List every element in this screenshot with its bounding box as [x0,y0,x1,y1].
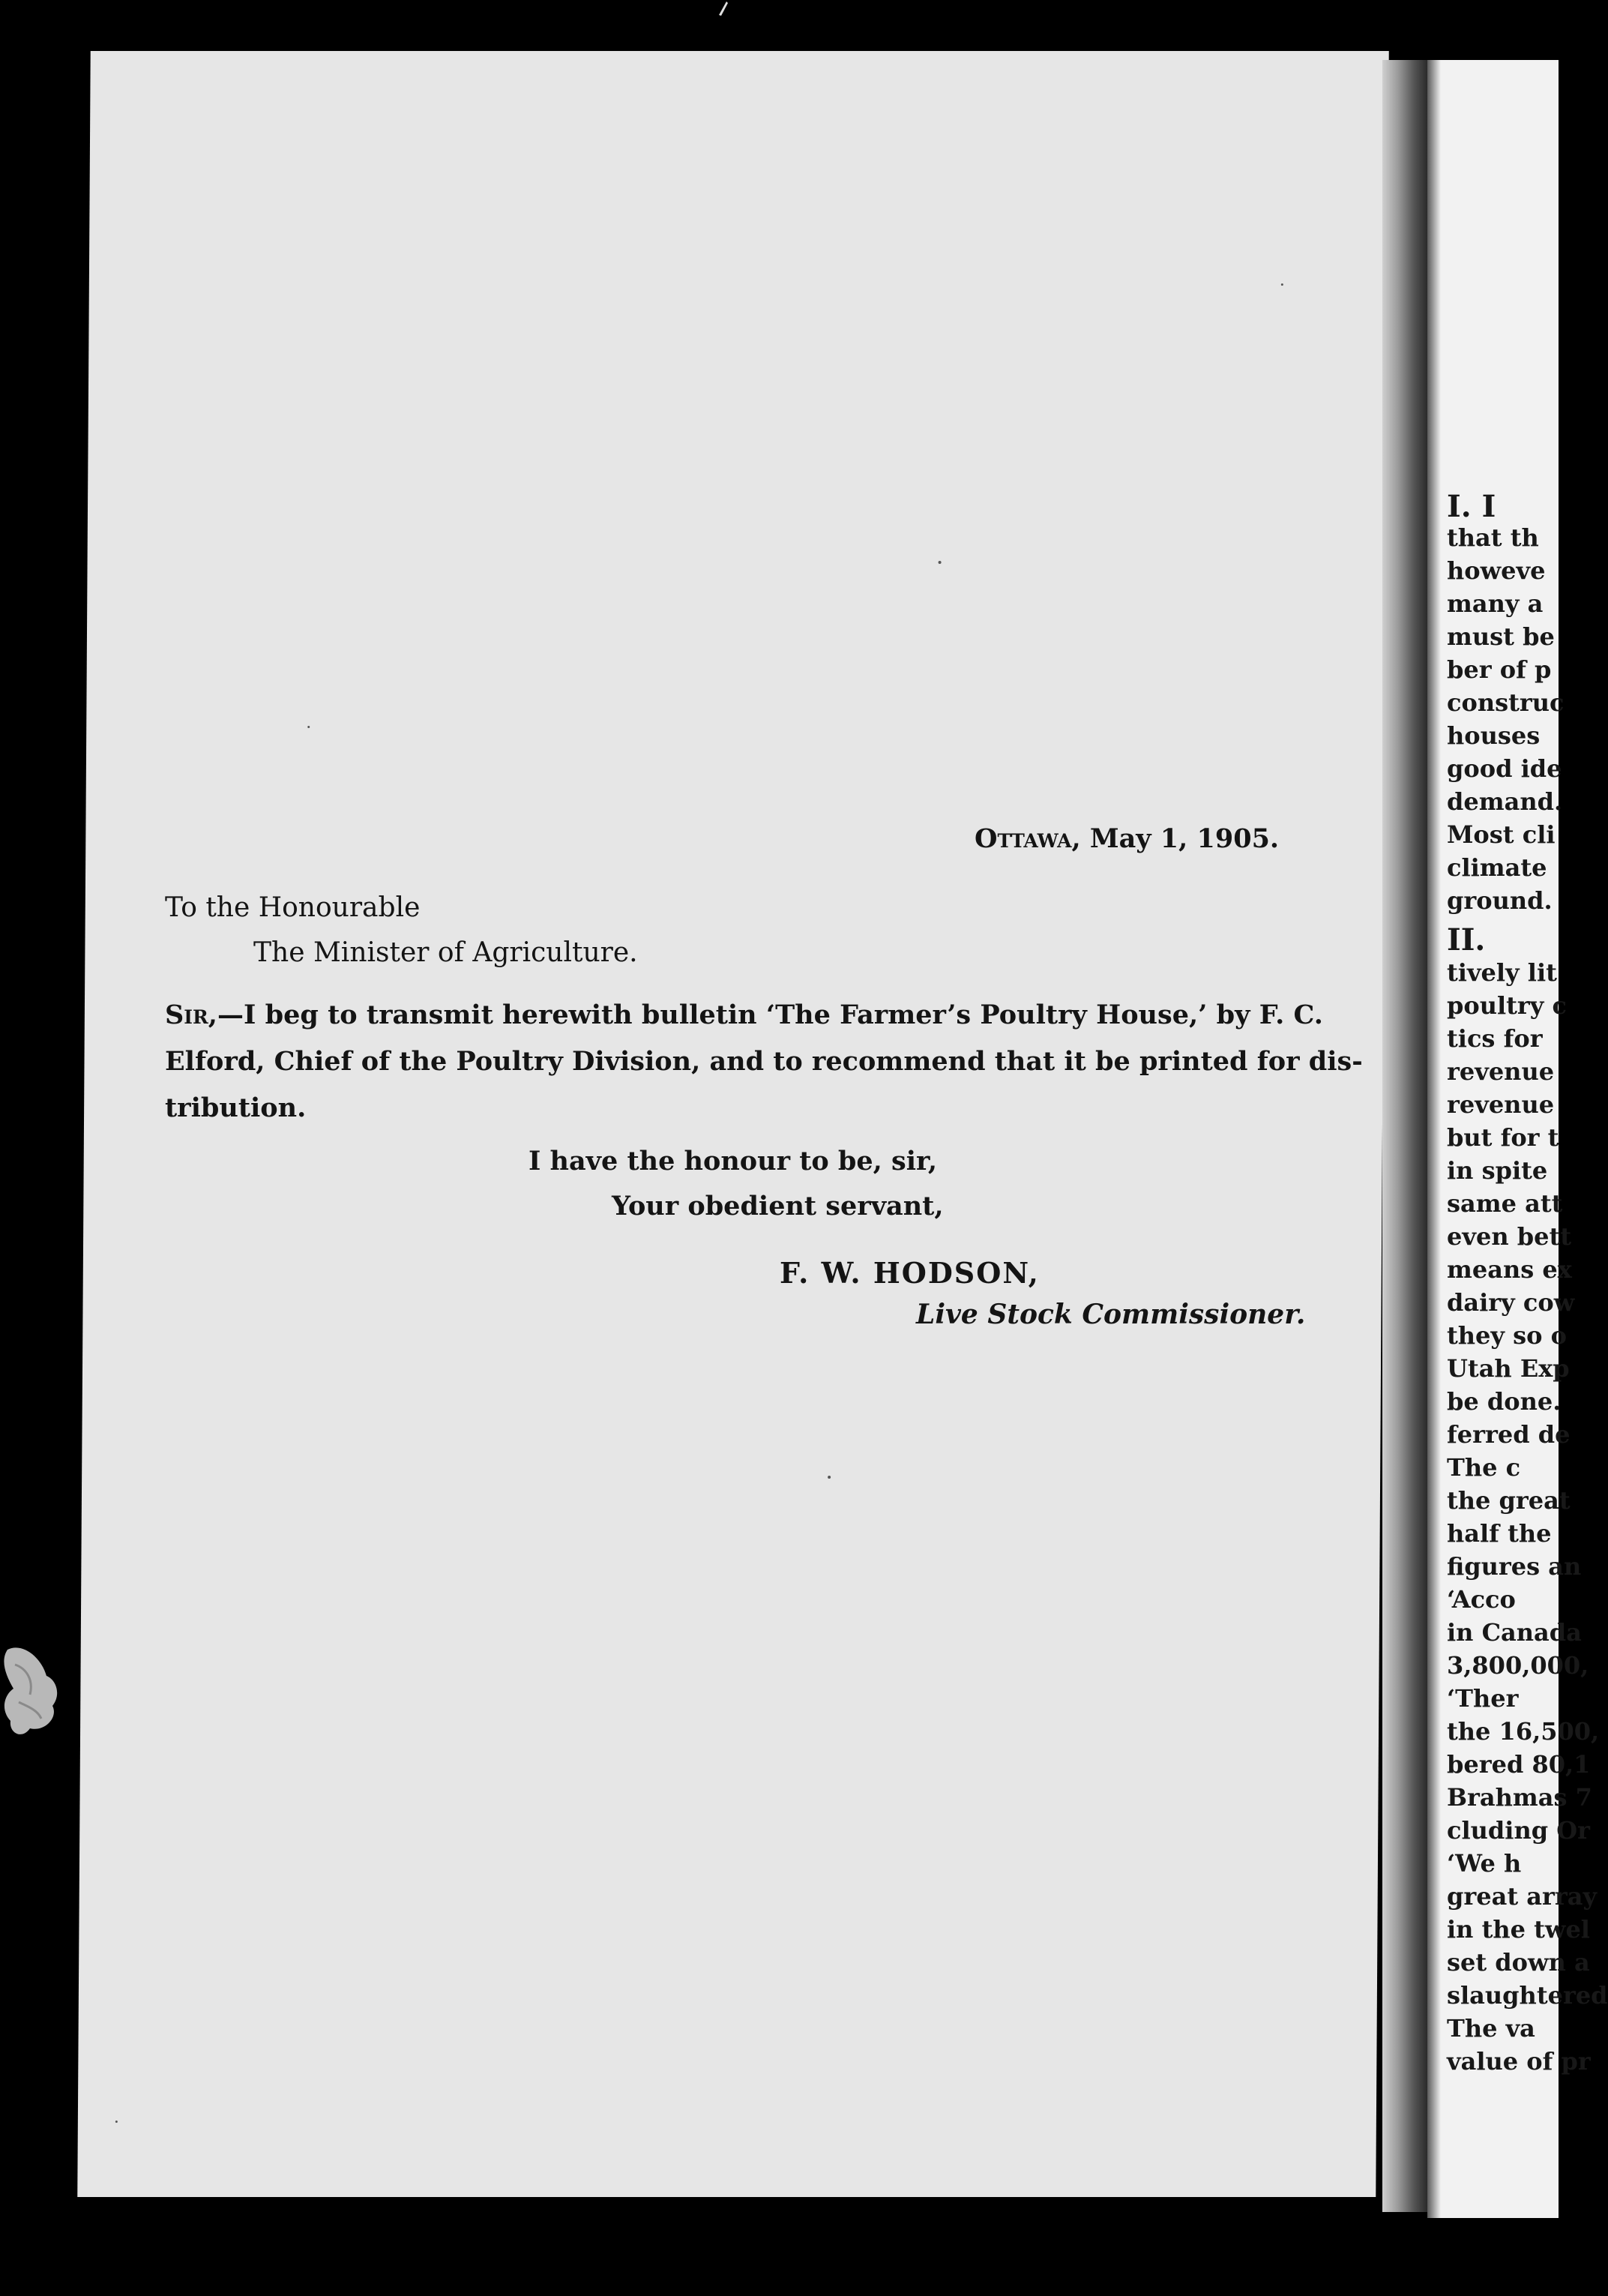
facing-line: ferred de [1447,1420,1571,1449]
signature-name: F. W. HODSON, [780,1256,1040,1290]
signer-title: Live Stock Commissioner. [916,1299,1306,1330]
facing-line: the great [1447,1486,1571,1515]
facing-line: ber of p [1447,655,1552,684]
closing-line-2: Your obedient servant, [612,1191,944,1221]
facing-line: be done. [1447,1387,1562,1416]
facing-line: figures an [1447,1552,1582,1581]
facing-line: tics for [1447,1024,1543,1053]
facing-line: good ide [1447,754,1562,783]
facing-line: many a [1447,589,1544,618]
facing-line: construc [1447,688,1565,717]
body-line-2: Elford, Chief of the Poultry Division, and to recommend that it be printed for dis- [165,1046,1363,1077]
scan-artifact [0,1635,67,1747]
body-text-1: —I beg to transmit herewith bulletin ‘The Farmer’s Poultry House,’ by F. C. [217,1000,1323,1030]
facing-line: revenue [1447,1090,1555,1119]
salutation: Sir, [165,1000,217,1030]
facing-line: set down a [1447,1948,1590,1977]
facing-line: great array [1447,1882,1598,1911]
facing-line: in spite [1447,1156,1548,1185]
facing-line: the 16,500, [1447,1717,1600,1746]
ink-fleck [716,0,729,16]
facing-line: value of pr [1447,2047,1591,2076]
facing-line: The c [1447,1453,1521,1482]
right-page [1427,60,1608,2218]
facing-line: climate [1447,853,1547,882]
body-line-1 [165,992,1323,1039]
facing-line: demand. [1447,787,1563,816]
facing-line: revenue [1447,1057,1555,1086]
facing-line: poultry c [1447,991,1567,1020]
facing-line: Most cli [1447,820,1556,849]
speck [115,2121,118,2123]
facing-line: must be [1447,622,1555,651]
addressee-line-1: To the Honourable [165,892,421,923]
facing-line: ‘Ther [1447,1684,1519,1713]
letter-date [975,823,1279,854]
facing-line: bered 80,1 [1447,1750,1591,1779]
date-value: May 1, 1905. [1089,823,1280,854]
body-line-3: tribution. [165,1093,307,1123]
facing-line: ‘Acco [1447,1585,1516,1614]
facing-line: tively lit [1447,958,1557,987]
facing-line: half the [1447,1519,1552,1548]
speck [1281,283,1283,286]
facing-line: howeve [1447,556,1546,585]
facing-line: that th [1447,523,1539,552]
facing-line: same att [1447,1189,1563,1218]
facing-line: but for t [1447,1123,1559,1152]
facing-line: I. I [1447,489,1496,524]
facing-line: in the twel [1447,1915,1590,1944]
speck [307,726,310,728]
facing-line: in Canada [1447,1618,1582,1647]
facing-line: even bett [1447,1222,1572,1251]
book-gutter [1382,60,1427,2212]
date-place: Ottawa, [975,823,1081,854]
letter-body [165,992,1363,1132]
addressee-line-2: The Minister of Agriculture. [253,937,638,968]
facing-line: 3,800,000, [1447,1651,1589,1680]
facing-line: they so o [1447,1321,1567,1350]
speck [939,561,942,564]
facing-line: cluding Or [1447,1816,1590,1845]
facing-line: slaughtered [1447,1981,1608,2010]
facing-line: ground. [1447,886,1553,915]
binding-shadow [1427,60,1441,2218]
facing-line: dairy cow [1447,1288,1575,1317]
speck [828,1476,831,1479]
facing-line: Brahmas 7 [1447,1783,1592,1812]
facing-line: The va [1447,2014,1535,2043]
facing-line: means ex [1447,1255,1572,1284]
facing-line: Utah Exp [1447,1354,1570,1383]
facing-line: houses [1447,721,1541,750]
closing-line-1: I have the honour to be, sir, [529,1146,938,1176]
facing-line: ‘We h [1447,1849,1522,1878]
facing-line: II. [1447,922,1486,958]
